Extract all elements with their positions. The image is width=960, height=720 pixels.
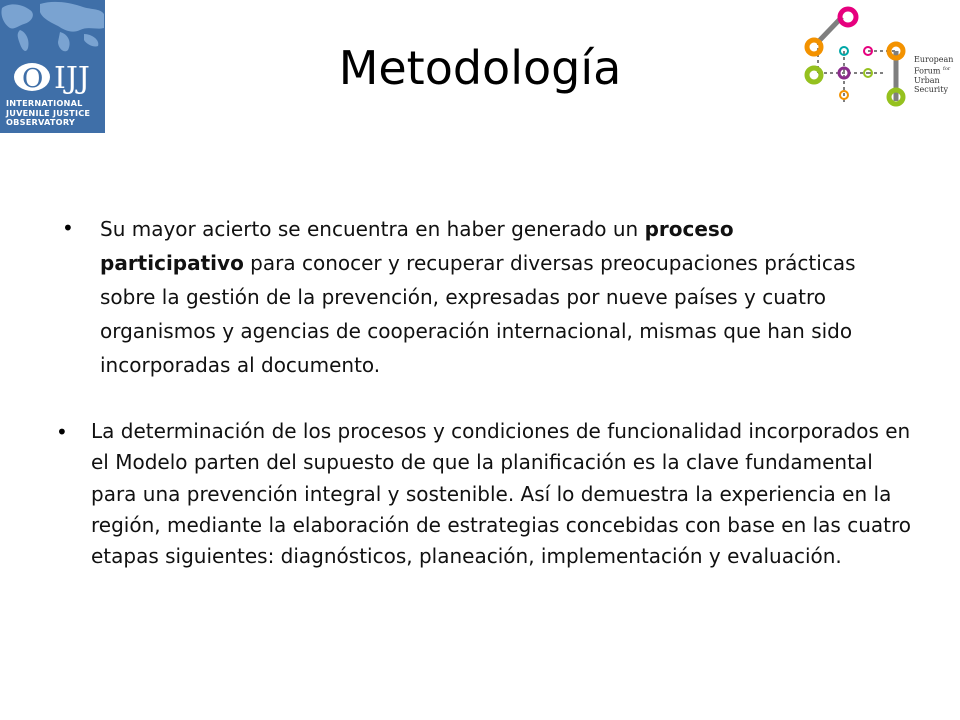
bullet-paragraph-2: La determinación de los procesos y condiciones de funcionalidad incorporados en el Modelo parten del supuesto de que la planificación es la clave fundamental para una prevención integral y sostenible. Así lo demuestra la experiencia en la región, mediante la elaboración de estrategias concebidas con base en las cuatro etapas siguientes: diagnósticos, planeación, implementación y evaluación. <box>91 419 911 569</box>
ijjo-line: JUVENILE JUSTICE <box>6 107 91 118</box>
paragraph-bold-text: proceso participativo <box>100 217 734 275</box>
efus-line: European <box>914 55 954 64</box>
page-title: Metodología <box>338 41 622 95</box>
efus-line: Urban <box>914 75 940 85</box>
bullet-marker: • <box>62 216 74 240</box>
ijjo-line: INTERNATIONAL <box>6 98 83 108</box>
paragraph-text: para conocer y recuperar diversas preocupaciones prácticas sobre la gestión de la prevención, expresadas por nueve países y cuatro organismos y agencias de cooperación internacional, mismas que han sido incorporadas al documento. <box>100 251 856 377</box>
svg-text:O: O <box>22 64 44 94</box>
svg-text:IJJ: IJJ <box>54 61 90 95</box>
bullet-marker: • <box>56 420 68 444</box>
efus-node <box>840 9 856 25</box>
ijjo-logo-text <box>6 99 100 128</box>
efus-line: Security <box>914 85 948 95</box>
efus-line: Forum $^{for}$ <box>914 65 951 76</box>
ijjo-line: OBSERVATORY <box>6 117 76 128</box>
efus-logo-text <box>914 55 953 95</box>
efus-node <box>807 40 821 54</box>
bullet-paragraph-1 <box>100 212 880 382</box>
paragraph-text: Su mayor acierto se encuentra en haber generado un <box>100 217 645 241</box>
efus-node <box>807 68 821 82</box>
